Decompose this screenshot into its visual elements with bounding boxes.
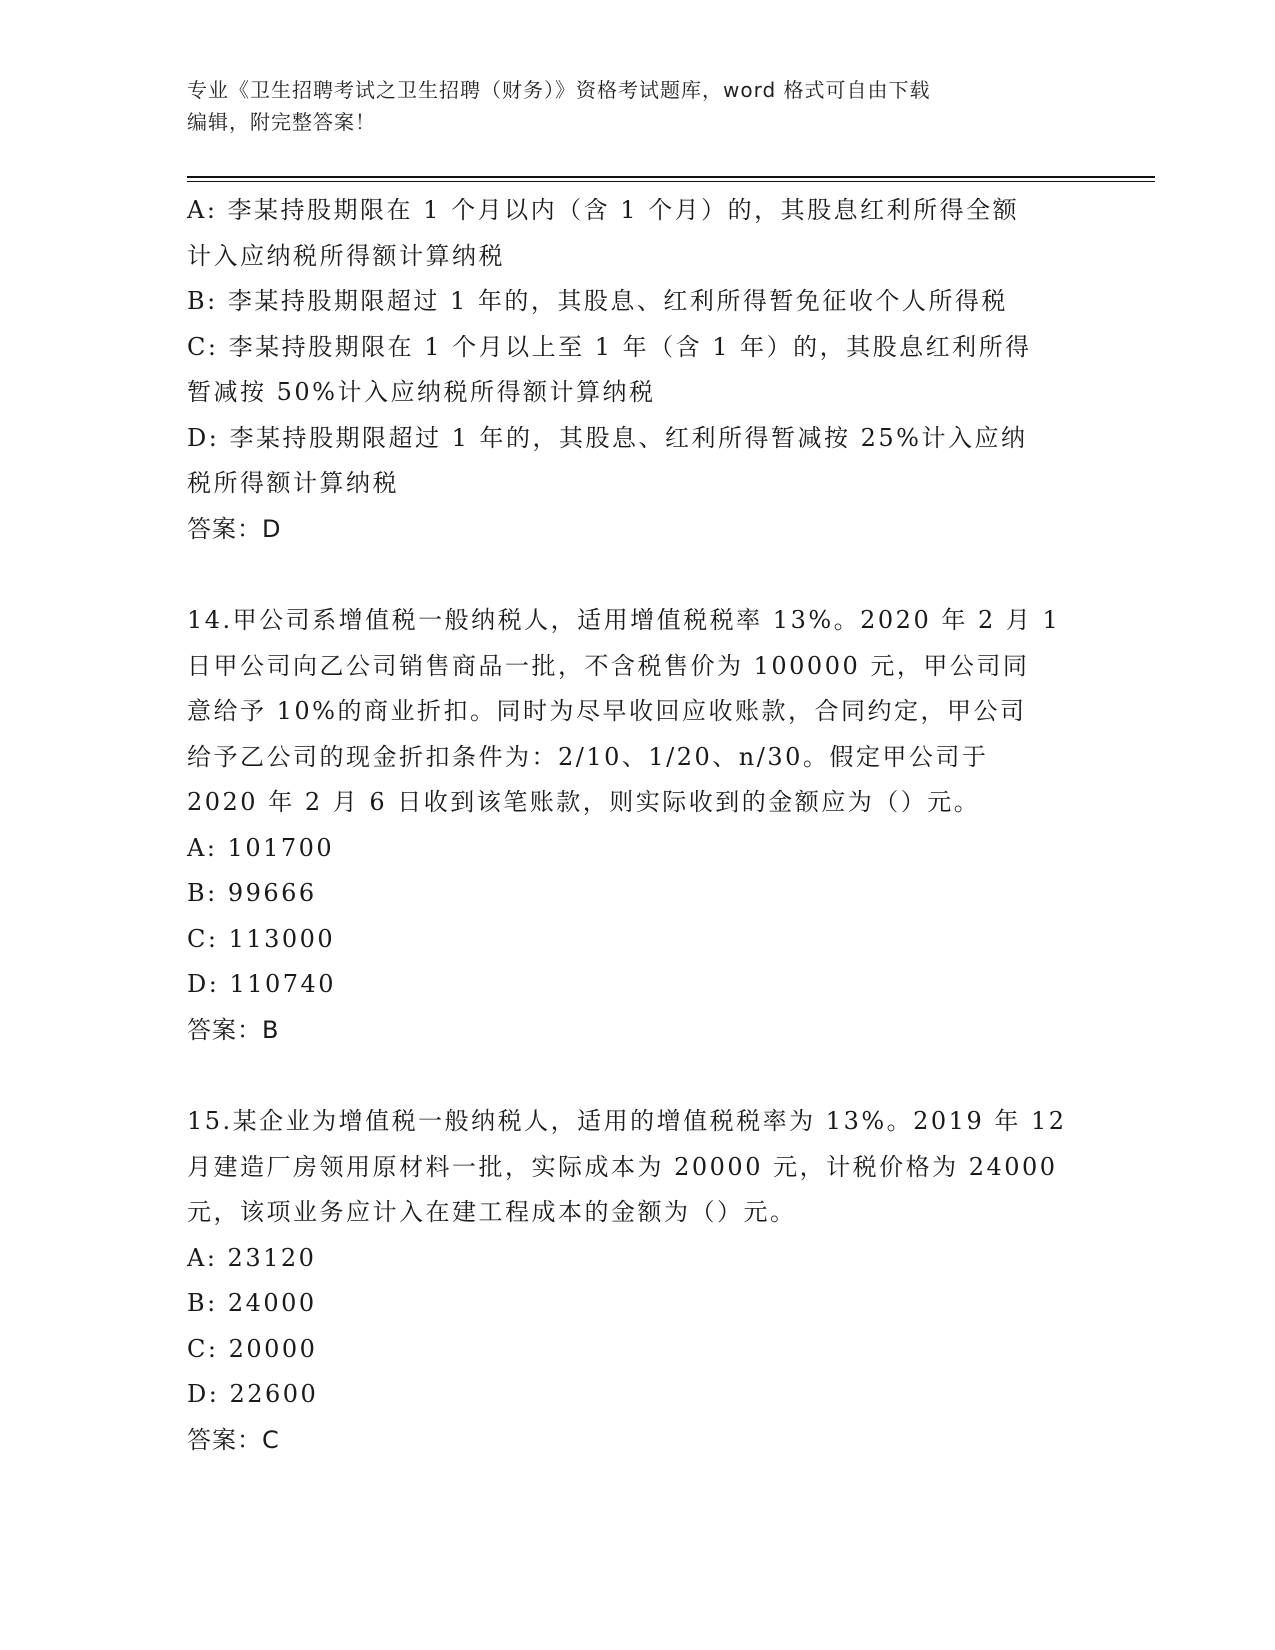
option-d: D: 22600 bbox=[187, 1380, 319, 1408]
option-c: C: 20000 bbox=[187, 1334, 318, 1363]
answer-label: 答案：C bbox=[187, 1425, 280, 1454]
option-d-line-1: D: 李某持股期限超过 1 年的，其股息、红利所得暂减按 25%计入应纳 bbox=[187, 423, 1028, 452]
document-header bbox=[187, 74, 1067, 138]
option-c-line-2: 暂减按 50%计入应纳税所得额计算纳税 bbox=[187, 378, 656, 406]
option-a-line-2: 计入应纳税所得额计算纳税 bbox=[187, 241, 505, 270]
option-b: B: 24000 bbox=[187, 1289, 317, 1317]
option-c-line-1: C: 李某持股期限在 1 个月以上至 1 年（含 1 年）的，其股息红利所得 bbox=[187, 332, 1032, 361]
option-d: D: 110740 bbox=[187, 970, 337, 998]
spacer bbox=[187, 552, 1087, 598]
question-stem-line-3: 元，该项业务应计入在建工程成本的金额为（）元。 bbox=[187, 1198, 797, 1226]
option-a: A: 101700 bbox=[187, 833, 335, 862]
question-stem-line-1: 14.甲公司系增值税一般纳税人，适用增值税税率 13%。2020 年 2 月 1 bbox=[187, 606, 1061, 634]
option-a: A: 23120 bbox=[187, 1243, 317, 1272]
question-13 bbox=[187, 188, 1087, 552]
answer-label: 答案：D bbox=[187, 514, 282, 543]
question-stem-line-2: 月建造厂房领用原材料一批，实际成本为 20000 元，计税价格为 24000 bbox=[187, 1152, 1058, 1181]
option-d-line-2: 税所得额计算纳税 bbox=[187, 469, 399, 497]
question-stem-line-2: 日甲公司向乙公司销售商品一批，不含税售价为 100000 元，甲公司同 bbox=[187, 651, 1030, 680]
question-stem-line-3: 意给予 10%的商业折扣。同时为尽早收回应收账款，合同约定，甲公司 bbox=[187, 697, 1027, 725]
spacer bbox=[187, 1053, 1087, 1099]
answer-label: 答案：B bbox=[187, 1015, 280, 1044]
header-line-2: 编辑，附完整答案！ bbox=[187, 110, 376, 134]
header-line-1: 专业《卫生招聘考试之卫生招聘（财务）》资格考试题库，word 格式可自由下载 bbox=[187, 78, 931, 102]
option-a-line-1: A: 李某持股期限在 1 个月以内（含 1 个月）的，其股息红利所得全额 bbox=[187, 196, 1020, 224]
question-15 bbox=[187, 1099, 1087, 1463]
option-c: C: 113000 bbox=[187, 924, 336, 953]
question-stem-line-5: 2020 年 2 月 6 日收到该笔账款，则实际收到的金额应为（）元。 bbox=[187, 788, 981, 816]
question-stem-line-1: 15.某企业为增值税一般纳税人，适用的增值税税率为 13%。2019 年 12 bbox=[187, 1107, 1067, 1135]
option-b: B: 99666 bbox=[187, 879, 317, 907]
header-divider-thick bbox=[187, 176, 1155, 178]
question-14 bbox=[187, 598, 1087, 1053]
question-stem-line-4: 给予乙公司的现金折扣条件为：2/10、1/20、n/30。假定甲公司于 bbox=[187, 742, 989, 771]
option-b: B: 李某持股期限超过 1 年的，其股息、红利所得暂免征收个人所得税 bbox=[187, 287, 1008, 315]
question-content bbox=[187, 188, 1087, 1463]
header-divider-thin bbox=[187, 181, 1155, 182]
